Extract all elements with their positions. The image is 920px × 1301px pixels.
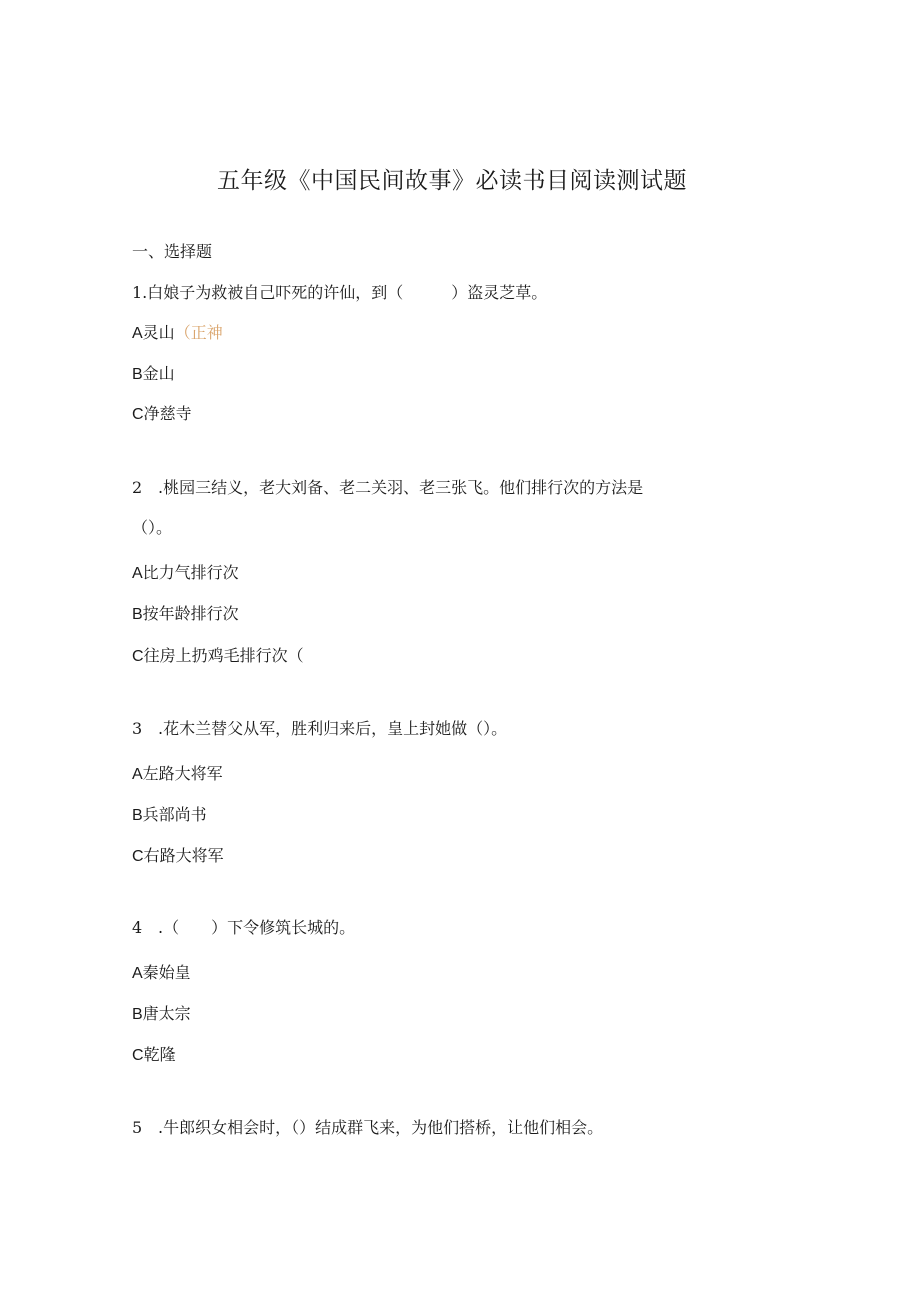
option-letter: A	[132, 565, 143, 582]
option-letter: C	[132, 648, 144, 665]
page-title: 五年级《中国民间故事》必读书目阅读测试题	[217, 168, 687, 194]
option-letter: C	[132, 406, 144, 423]
section-heading: 一、选择题	[132, 242, 213, 261]
question-1-stem: 1.白娘子为救被自己吓死的许仙，到（ ）盗灵芝草。	[132, 283, 548, 302]
option-letter: C	[132, 1047, 144, 1064]
option-text: 兵部尚书	[142, 805, 207, 824]
question-2-option-b[interactable]	[132, 604, 239, 625]
option-text: 右路大将军	[143, 846, 224, 865]
option-text: 比力气排行次	[142, 563, 239, 582]
option-letter: C	[132, 848, 144, 865]
question-1-option-c[interactable]	[132, 404, 192, 425]
option-text: 金山	[142, 364, 175, 383]
question-2-stem-continued: （）。	[132, 518, 173, 537]
question-number: 5	[132, 1118, 143, 1137]
question-3-option-c[interactable]	[132, 846, 224, 867]
question-text: .花木兰替父从军，胜利归来后，皇上封她做（）。	[158, 719, 508, 738]
option-text: 净慈寺	[143, 404, 192, 423]
question-3-stem	[132, 719, 507, 739]
option-letter: A	[132, 766, 143, 783]
option-text: 左路大将军	[142, 764, 223, 783]
question-4-stem	[132, 918, 355, 938]
option-letter: B	[132, 606, 143, 623]
question-5-stem	[132, 1118, 603, 1138]
question-2-stem	[132, 478, 643, 498]
option-letter: B	[132, 1006, 143, 1023]
question-1-option-b[interactable]	[132, 364, 175, 385]
question-2-option-a[interactable]	[132, 563, 239, 584]
option-letter: A	[132, 325, 143, 342]
question-2-option-c[interactable]	[132, 646, 304, 667]
question-1-option-a[interactable]	[132, 323, 223, 344]
option-letter: B	[132, 366, 143, 383]
question-4-option-b[interactable]	[132, 1004, 191, 1025]
question-4-option-c[interactable]	[132, 1045, 176, 1066]
question-3-option-b[interactable]	[132, 805, 207, 826]
handwritten-note: （正神	[174, 323, 223, 342]
question-4-option-a[interactable]	[132, 963, 191, 984]
option-text: 按年龄排行次	[142, 604, 239, 623]
question-3-option-a[interactable]	[132, 764, 223, 785]
question-text: .桃园三结义，老大刘备、老二关羽、老三张飞。他们排行次的方法是	[158, 478, 644, 497]
question-text: .（ ）下令修筑长城的。	[158, 918, 356, 937]
option-text: 往房上扔鸡毛排行次（	[143, 646, 304, 665]
option-text: 乾隆	[143, 1045, 176, 1064]
option-letter: B	[132, 807, 143, 824]
question-number: 4	[132, 918, 143, 937]
question-text: .牛郎织女相会时，（）结成群飞来，为他们搭桥，让他们相会。	[158, 1118, 604, 1137]
option-text: 秦始皇	[142, 963, 191, 982]
option-text: 灵山	[142, 323, 175, 342]
option-letter: A	[132, 965, 143, 982]
question-number: 2	[132, 478, 143, 497]
question-number: 3	[132, 719, 143, 738]
option-text: 唐太宗	[142, 1004, 191, 1023]
